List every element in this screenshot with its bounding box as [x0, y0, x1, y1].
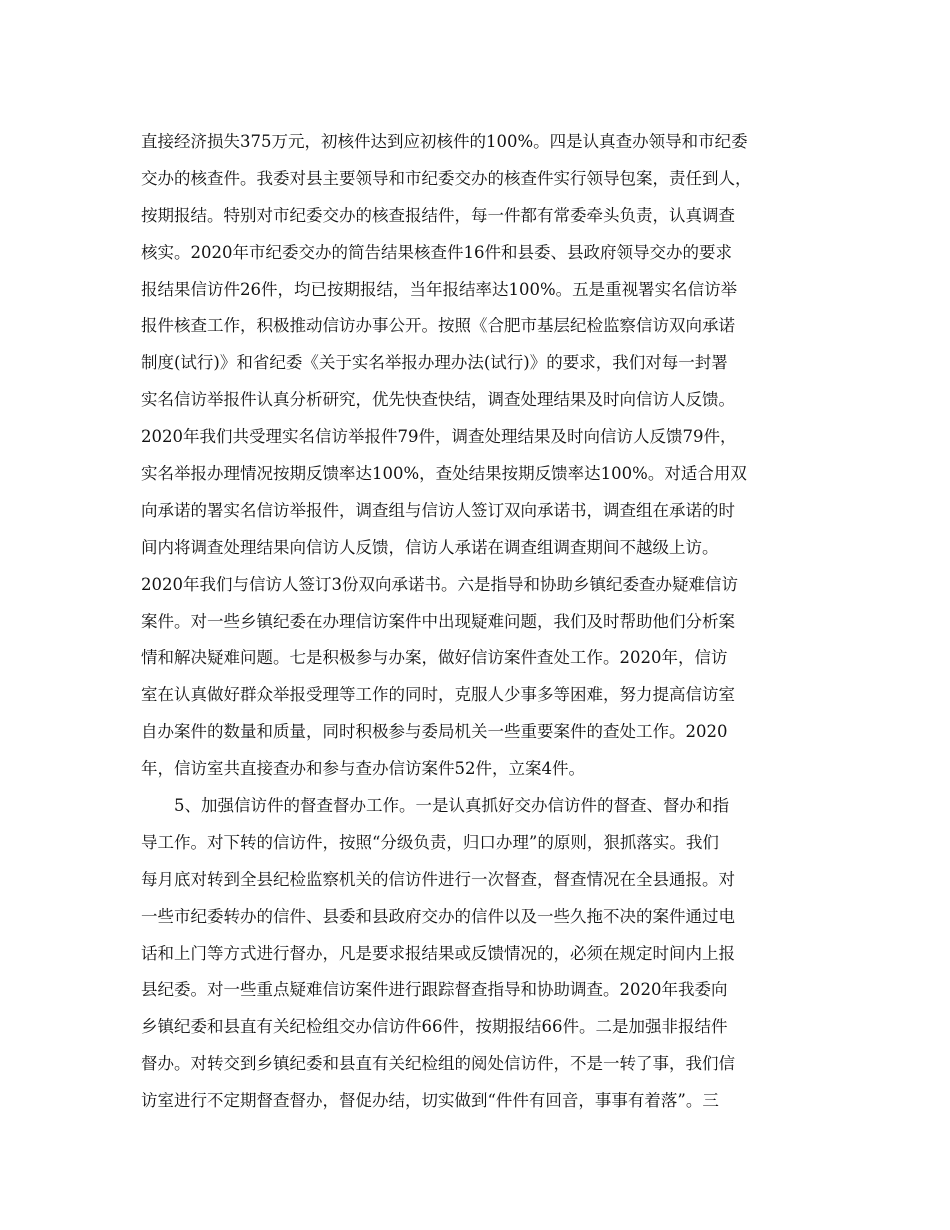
- text-line: 县纪委。对一些重点疑难信访案件进行跟踪督查指导和协助调查。2020年我委向: [141, 980, 728, 1000]
- text-line: 报结果信访件26件，均已按期报结，当年报结率达100%。五是重视署实名信访举: [141, 279, 738, 299]
- text-line: 2020年我们共受理实名信访举报件79件，调查处理结果及时向信访人反馈79件，: [141, 427, 737, 447]
- text-line: 乡镇纪委和县直有关纪检组交办信访件66件，按期报结66件。二是加强非报结件: [141, 1017, 728, 1037]
- paragraph-first-line: 5、加强信访件的督查督办工作。一是认真抓好交办信访件的督查、督办和指: [174, 796, 729, 816]
- text-line: 报件核查工作，积极推动信访办事公开。按照《合肥市基层纪检监察信访双向承诺: [141, 316, 735, 336]
- text-line: 自办案件的数量和质量，同时积极参与委局机关一些重要案件的查处工作。2020: [141, 722, 728, 742]
- text-line: 年，信访室共直接查办和参与查办信访案件52件，立案4件。: [141, 759, 585, 779]
- body-text: [141, 124, 821, 1120]
- text-line: 督办。对转交到乡镇纪委和县直有关纪检组的阅处信访件，不是一转了事，我们信: [141, 1054, 735, 1074]
- text-line: 实名举报办理情况按期反馈率达100%，查处结果按期反馈率达100%。对适合用双: [141, 464, 747, 484]
- text-line: 话和上门等方式进行督办，凡是要求报结果或反馈情况的，必须在规定时间内上报: [141, 943, 735, 963]
- text-line: 制度(试行)》和省纪委《关于实名举报办理办法(试行)》的要求，我们对每一封署: [141, 353, 728, 373]
- text-line: 情和解决疑难问题。七是积极参与办案，做好信访案件查处工作。2020年，信访: [141, 648, 728, 668]
- text-line: 访室进行不定期督查督办，督促办结，切实做到“件件有回音，事事有着落”。三: [141, 1091, 719, 1111]
- text-line: 导工作。对下转的信访件，按照“分级负责，归口办理”的原则，狠抓落实。我们: [141, 832, 719, 852]
- text-line: 间内将调查处理结果向信访人反馈，信访人承诺在调查组调查期间不越级上访。: [141, 537, 719, 557]
- text-line: 一些市纪委转办的信件、县委和县政府交办的信件以及一些久拖不决的案件通过电: [141, 906, 735, 926]
- text-line: 每月底对转到全县纪检监察机关的信访件进行一次督查，督查情况在全县通报。对: [141, 869, 735, 889]
- text-line: 案件。对一些乡镇纪委在办理信访案件中出现疑难问题，我们及时帮助他们分析案: [141, 611, 735, 631]
- text-line: 2020年我们与信访人签订3份双向承诺书。六是指导和协助乡镇纪委查办疑难信访: [141, 574, 738, 594]
- text-line: 向承诺的署实名信访举报件，调查组与信访人签订双向承诺书，调查组在承诺的时: [141, 500, 735, 520]
- text-line: 实名信访举报件认真分析研究，优先快查快结，调查处理结果及时向信访人反馈。: [141, 390, 735, 410]
- text-line: 按期报结。特别对市纪委交办的核查报结件，每一件都有常委牵头负责，认真调查: [141, 205, 735, 225]
- text-line: 核实。2020年市纪委交办的简告结果核查件16件和县委、县政府领导交办的要求: [141, 242, 732, 262]
- text-line: 交办的核查件。我委对县主要领导和市纪委交办的核查件实行领导包案，责任到人，: [141, 168, 752, 188]
- text-line: 直接经济损失375万元，初核件达到应初核件的100%。四是认真查办领导和市纪委: [141, 132, 748, 151]
- text-line: 室在认真做好群众举报受理等工作的同时，克服人少事多等困难，努力提高信访室: [141, 685, 735, 705]
